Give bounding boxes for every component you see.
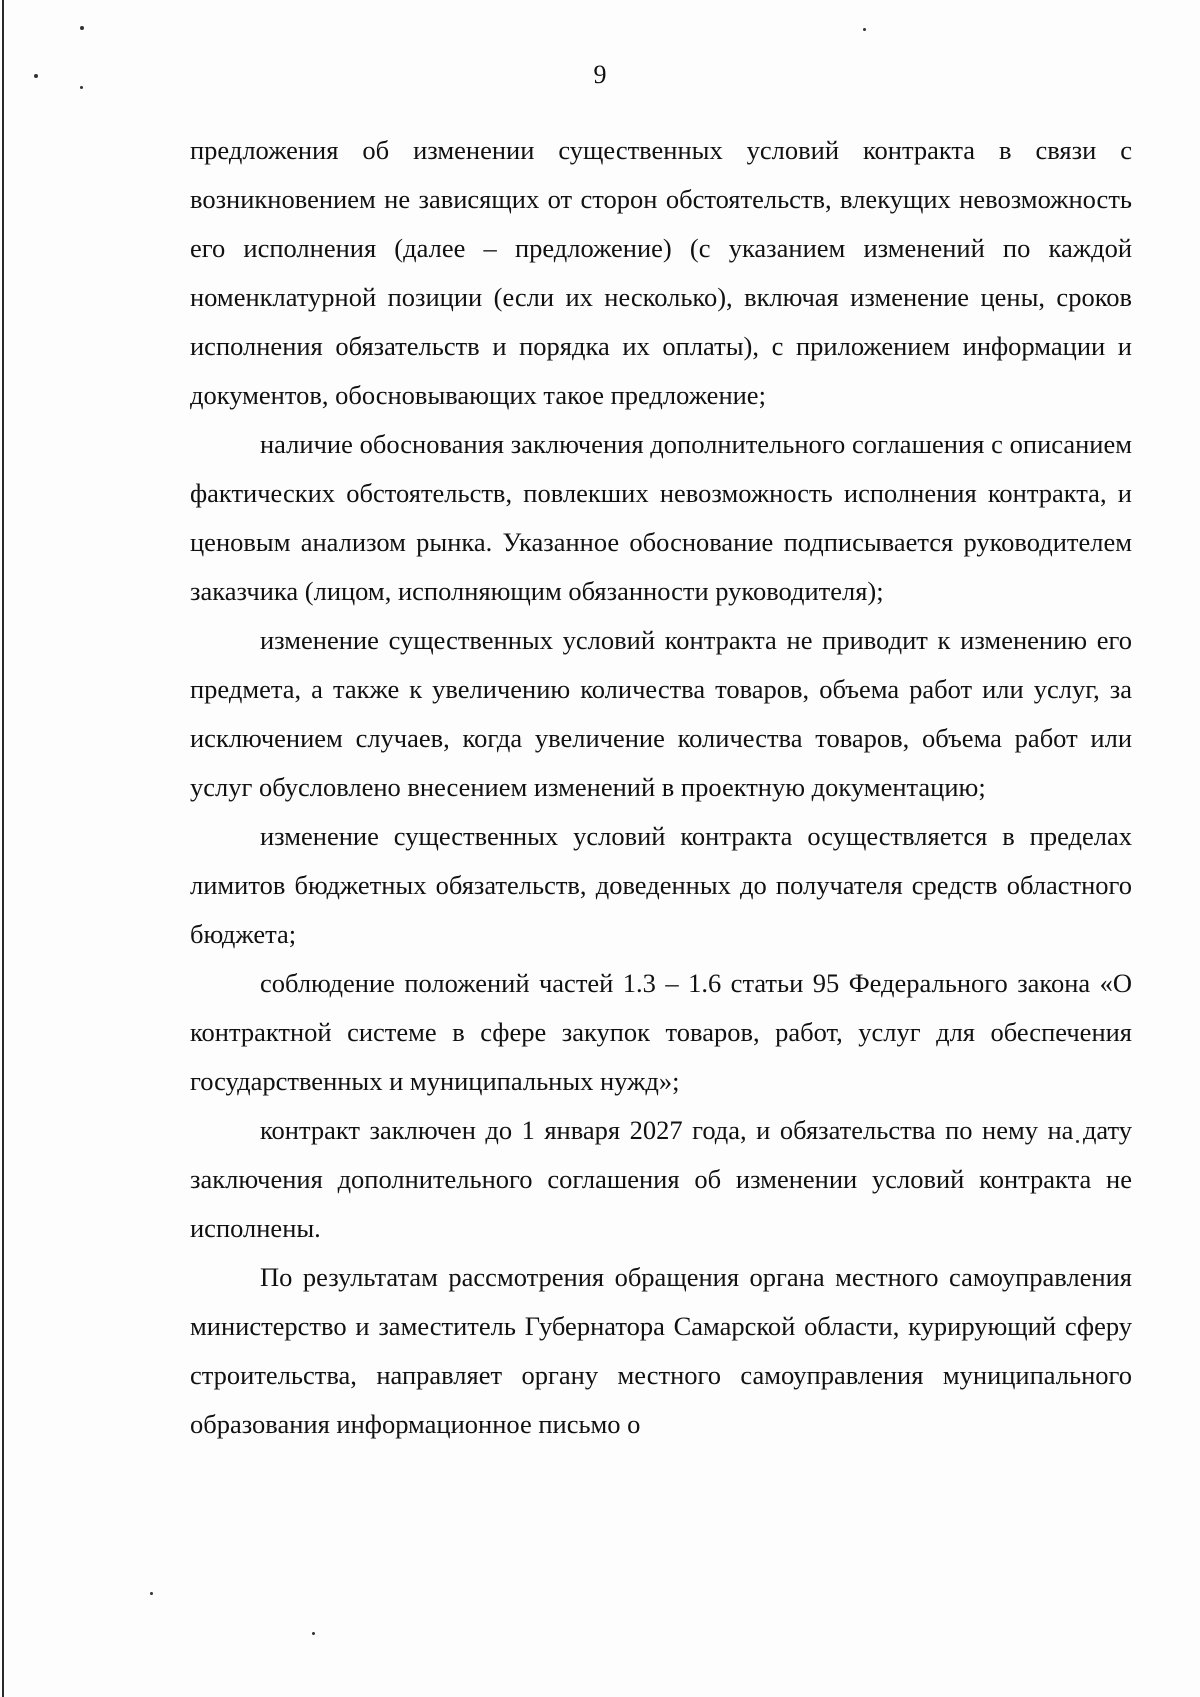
page-number: 9 (593, 60, 607, 89)
paragraph: соблюдение положений частей 1.3 – 1.6 статьи 95 Федерального закона «О контрактной системе в сфере закупок товаров, работ, услуг для обеспечения государственных и муниципальных нужд»; (190, 968, 1132, 1096)
scan-speck (863, 28, 866, 31)
paragraph: предложения об изменении существенных условий контракта в связи с возникновением не зависящих от сторон обстоятельств, влекущих невозможность его исполнения (далее – предложение) (с указанием изменений по каждой номенклатурной позиции (если их несколько), включая изменение цены, сроков исполнения обязательств и порядка их оплаты), с приложением информации и документов, обосновывающих такое предложение; (190, 135, 1132, 410)
paragraph: наличие обоснования заключения дополнительного соглашения с описанием фактических обстоятельств, повлекших невозможность исполнения контракта, и ценовым анализом рынка. Указанное обоснование подписывается руководителем заказчика (лицом, исполняющим обязанности руководителя); (190, 429, 1132, 606)
scan-speck (150, 1592, 153, 1595)
scan-speck (80, 26, 84, 30)
paragraph: изменение существенных условий контракта не приводит к изменению его предмета, а также к увеличению количества товаров, объема работ или услуг, за исключением случаев, когда увеличение количества товаров, объема работ или услуг обусловлено внесением изменений в проектную документацию; (190, 625, 1132, 802)
paragraph: изменение существенных условий контракта осуществляется в пределах лимитов бюджетных обязательств, доведенных до получателя средств областного бюджета; (190, 821, 1132, 949)
document-body (190, 126, 1132, 1449)
scan-speck (312, 1632, 315, 1635)
paragraph: По результатам рассмотрения обращения органа местного самоуправления министерство и заместитель Губернатора Самарской области, курирующий сферу строительства, направляет органу местного самоуправления муниципального образования информационное письмо о (190, 1262, 1132, 1439)
paragraph: контракт заключен до 1 января 2027 года, и обязательства по нему на дату заключения дополнительного соглашения об изменении условий контракта не исполнены. (190, 1115, 1132, 1243)
scan-edge-line (2, 0, 4, 1697)
